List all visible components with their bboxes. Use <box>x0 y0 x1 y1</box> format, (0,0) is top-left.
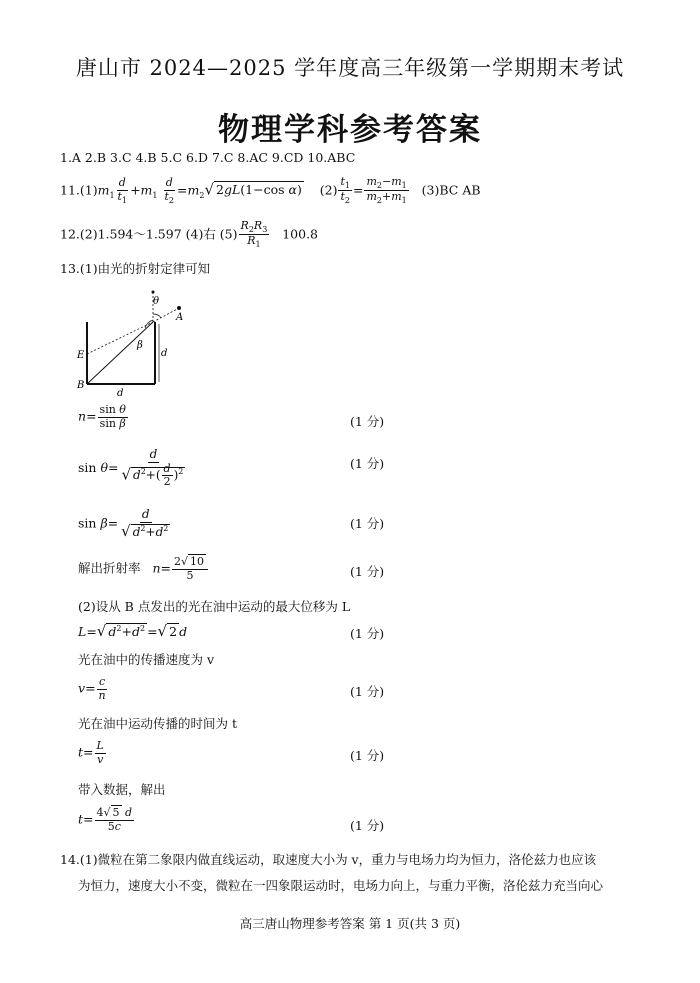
theta-arc <box>153 314 161 318</box>
answer-14-line1: 14.(1)微粒在第二象限内做直线运动，取速度大小为 v，重力与电场力均为恒力，洛伦兹力也应该 <box>60 852 597 867</box>
score: (1 分) <box>350 748 385 763</box>
score: (1 分) <box>350 684 385 699</box>
eq-sin-theta: sin θ= d √ $d^2+$( $\frac{d}{2}$ )$^2$ <box>78 447 184 489</box>
label-d-side: d <box>161 348 168 359</box>
ray-from-e <box>87 322 153 354</box>
ray-from-b <box>87 322 153 384</box>
score: (1 分) <box>350 818 385 833</box>
top-dot <box>152 291 155 294</box>
label-d-bottom: d <box>117 388 124 399</box>
refraction-diagram <box>75 284 195 399</box>
eq-t-result: t= $\frac{4√ 5 d}{5c}$ <box>78 806 133 833</box>
answer-12: 12.(2)1.594～1.597 (4)右 (5) $\frac{R_2R_3}{R_1}$ 100.8 <box>60 219 319 250</box>
label-a: A <box>176 312 184 323</box>
answer-11: $11.(1)m_1$ $\frac{d}{t_1}$ $+m_1$ $\frac{d}{t_2}$ $=m_2√$ 2gL(1−cos α) (2) $\frac{t_1}{t_2}$ = $\frac{m_2-m_1}{m_2+m_1}$ (3)BC AB <box>60 175 481 206</box>
point-a <box>177 306 181 310</box>
eq-n-result: 解出折射率 n= $\frac{2√ 10}{5}$ <box>78 556 209 582</box>
score: (1 分) <box>350 456 385 471</box>
label-beta: β <box>137 340 143 351</box>
score: (1 分) <box>350 626 385 641</box>
exam-title: 唐山市 2024—2025 学年度高三年级第一学期期末考试 <box>75 56 625 80</box>
eq-v: v= $\frac{c}{n}$ <box>78 675 106 702</box>
document-title: 物理学科参考答案 <box>218 112 482 148</box>
score: (1 分) <box>350 516 385 531</box>
speed-text: 光在油中的传播速度为 v <box>78 652 215 667</box>
time-text: 光在油中运动传播的时间为 t <box>78 716 237 731</box>
answer-14-line2: 为恒力，速度大小不变，微粒在一四象限运动时，电场力向上，与重力平衡，洛伦兹力充当向心 <box>78 878 604 893</box>
eq-l: L=√ $d^2+d^2$ =√ 2 d <box>78 622 188 640</box>
eq-sin-beta: sin β= $\frac{d}{√ d^2+d^2}$ <box>78 507 169 540</box>
label-e: E <box>77 350 85 361</box>
eq-t: t= $\frac{L}{v}$ <box>78 739 104 766</box>
answer-13-intro: 13.(1)由光的折射定律可知 <box>60 261 211 276</box>
score: (1 分) <box>350 414 385 429</box>
page-footer: 高三唐山物理参考答案 第 1 页(共 3 页) <box>239 916 461 931</box>
substitute-text: 带入数据，解出 <box>78 782 166 797</box>
score: (1 分) <box>350 564 385 579</box>
eq-n: n= $\frac{\text{sin θ}}{\text{sin β}}$ <box>78 403 126 430</box>
part2-intro: (2)设从 B 点发出的光在油中运动的最大位移为 L <box>78 599 351 614</box>
label-theta: θ <box>153 296 160 307</box>
answers-1-10: 1.A 2.B 3.C 4.B 5.C 6.D 7.C 8.AC 9.CD 10.ABC <box>60 150 356 165</box>
label-b: B <box>77 380 85 391</box>
